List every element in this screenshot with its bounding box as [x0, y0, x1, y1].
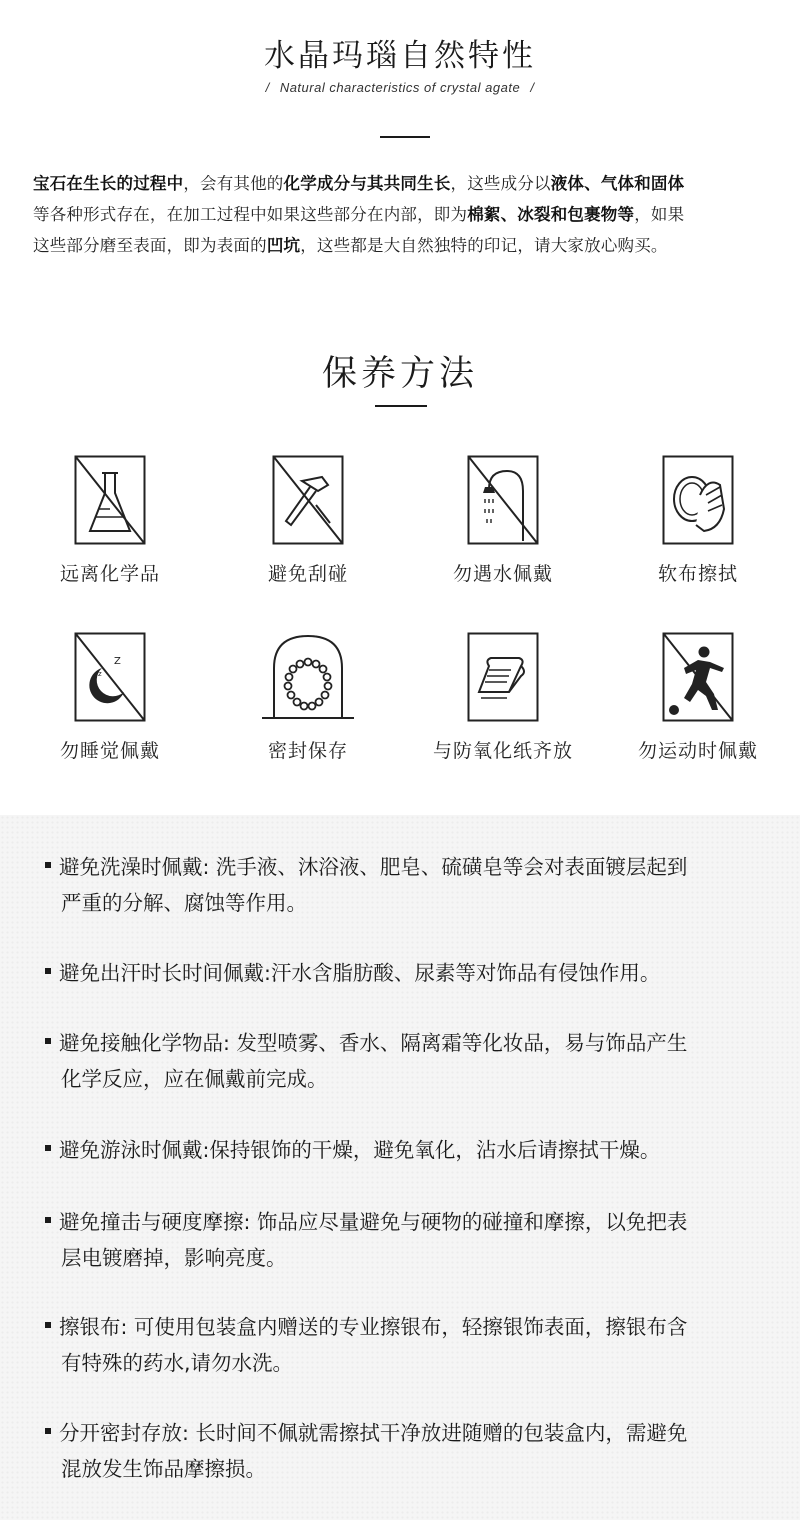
care-title-divider	[375, 405, 427, 407]
care-title: 保养方法	[321, 354, 478, 394]
subtitle-slash-left: /	[265, 80, 270, 95]
intro-emphasis: 凹坑	[266, 236, 301, 255]
intro-line-1	[33, 168, 783, 199]
care-item-sports	[598, 632, 798, 763]
intro-text: 这些部分磨至表面，即为表面的	[33, 236, 267, 255]
no-chemicals-icon	[74, 455, 146, 545]
bullet-marker	[45, 1428, 51, 1434]
care-label-sports: 勿运动时佩戴	[637, 740, 758, 762]
care-label-scratch: 避免刮碰	[267, 563, 348, 585]
bullet-marker	[45, 1038, 51, 1044]
care-label-wipe: 软布擦拭	[657, 563, 738, 585]
intro-text: ，这些成分以	[450, 174, 551, 193]
intro-emphasis: 化学成分与其共同生长	[283, 174, 451, 193]
intro-line-3	[33, 230, 783, 261]
page-subtitle	[0, 80, 800, 95]
anti-oxidation-paper-icon	[467, 632, 539, 722]
intro-text: ，如果	[634, 205, 685, 224]
intro-text: ，这些都是大自然独特的印记，请大家放心购买。	[300, 236, 668, 255]
tip-item: 分开密封存放: 长时间不佩就需擦拭干净放进随赠的包装盒内，需避免 混放发生饰品摩擦损。	[45, 1415, 765, 1487]
care-item-water	[403, 455, 603, 586]
tip-item: 避免接触化学物品: 发型喷雾、香水、隔离霜等化妆品，易与饰品产生 化学反应，应在佩戴前完成。	[45, 1025, 765, 1097]
intro-emphasis: 液体、气体和固体	[550, 174, 685, 193]
tip-item: 避免游泳时佩戴:保持银饰的干燥，避免氧化，沾水后请擦拭干燥。	[45, 1132, 765, 1168]
subtitle-slash-right: /	[530, 80, 535, 95]
bullet-marker	[45, 968, 51, 974]
tip-item: 避免撞击与硬度摩擦: 饰品应尽量避免与硬物的碰撞和摩擦，以免把表 层电镀磨掉，影响亮度。	[45, 1204, 765, 1276]
intro-line-2	[33, 199, 783, 230]
care-label-water: 勿遇水佩戴	[452, 563, 553, 585]
subtitle-text: Natural characteristics of crystal agate	[279, 80, 521, 95]
tip-item: 避免出汗时长时间佩戴:汗水含脂肪酸、尿素等对饰品有侵蚀作用。	[45, 955, 765, 991]
no-sleep-icon	[74, 632, 146, 722]
no-shower-icon	[467, 455, 539, 545]
tips-section	[0, 815, 800, 1520]
title-divider	[380, 136, 430, 138]
care-item-sealed	[208, 632, 408, 763]
bullet-marker	[45, 1145, 51, 1151]
svg-text:z: z	[98, 670, 102, 678]
wipe-cloth-icon	[662, 455, 734, 545]
care-item-scratch	[208, 455, 408, 586]
bullet-marker	[45, 1322, 51, 1328]
intro-emphasis: 宝石在生长的过程中	[33, 174, 184, 193]
care-item-paper	[403, 632, 603, 763]
care-item-sleep	[10, 632, 210, 763]
bullet-marker	[45, 862, 51, 868]
no-hammer-icon	[272, 455, 344, 545]
svg-text:Z: Z	[114, 656, 121, 667]
care-item-chemicals	[10, 455, 210, 586]
sealed-storage-icon	[260, 632, 356, 724]
page-title: 水晶玛瑙自然特性	[264, 38, 536, 74]
intro-text: 等各种形式存在，在加工过程中如果这些部分在内部，即为	[33, 205, 468, 224]
care-label-paper: 与防氧化纸齐放	[432, 740, 573, 762]
no-sports-icon	[662, 632, 734, 722]
tip-item: 避免洗澡时佩戴: 洗手液、沐浴液、肥皂、硫磺皂等会对表面镀层起到 严重的分解、腐蚀等作用。	[45, 849, 765, 921]
care-item-wipe	[598, 455, 798, 586]
tip-item: 擦银布: 可使用包装盒内赠送的专业擦银布，轻擦银饰表面，擦银布含 有特殊的药水,请勿水洗。	[45, 1309, 765, 1381]
care-label-sleep: 勿睡觉佩戴	[59, 740, 160, 762]
intro-paragraph	[33, 168, 783, 261]
intro-text: ，会有其他的	[183, 174, 284, 193]
intro-emphasis: 棉絮、冰裂和包裹物等	[467, 205, 635, 224]
care-label-sealed: 密封保存	[267, 740, 348, 762]
care-label-chemicals: 远离化学品	[59, 563, 160, 585]
bullet-marker	[45, 1217, 51, 1223]
